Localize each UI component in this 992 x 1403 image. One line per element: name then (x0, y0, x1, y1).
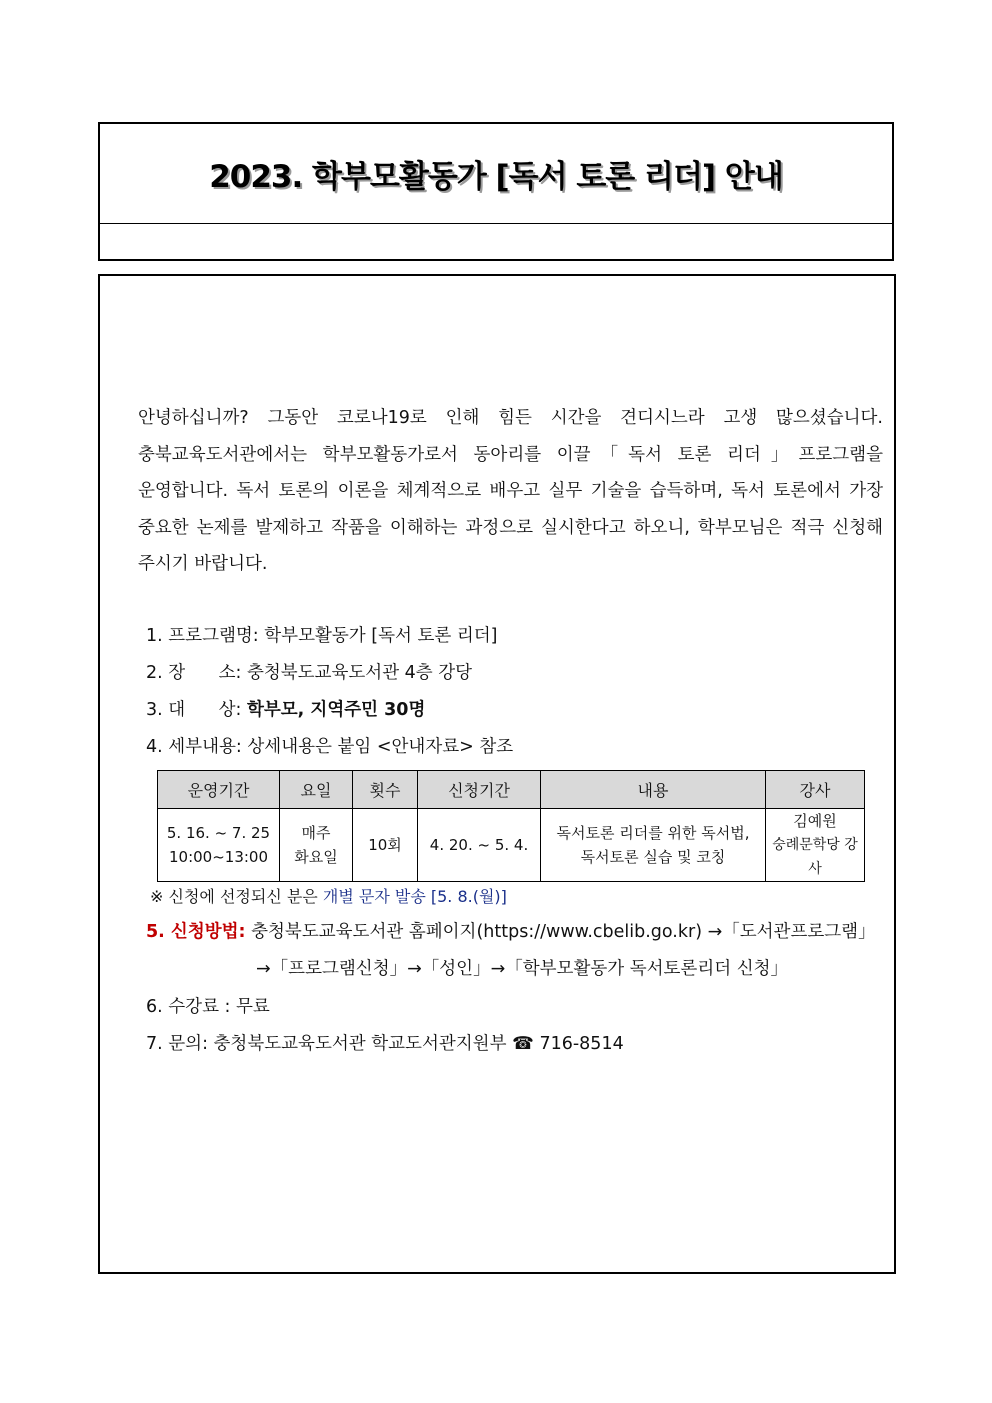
header-teacher: 강사 (766, 771, 865, 809)
list-item-fee: 6. 수강료 : 무료 (146, 997, 270, 1017)
table-row (158, 809, 865, 882)
cell-day: 매주 화요일 (280, 809, 353, 882)
header-count: 횟수 (353, 771, 418, 809)
list-item-contact: 7. 문의: 충청북도교육도서관 학교도서관지원부 ☎ 716-8514 (146, 1034, 624, 1054)
item-number: 2. (146, 663, 163, 683)
cell-period: 5. 16. ~ 7. 25 10:00~13:00 (158, 809, 280, 882)
title-row (100, 124, 892, 224)
page-title: 2023. 학부모활동가 [독서 토론 리더] 안내 (209, 159, 783, 195)
header-content: 내용 (541, 771, 766, 809)
note-highlight: 개별 문자 발송 [5. 8.(월)] (322, 887, 507, 906)
info-list-2 (146, 989, 624, 1063)
content-box (98, 274, 896, 1274)
item-value: 상세내용은 붙임 <안내자료> 참조 (247, 737, 514, 757)
list-item-program (146, 618, 886, 655)
phone-icon: ☎ (512, 1034, 534, 1054)
application-method (146, 914, 876, 988)
header-apply: 신청기간 (418, 771, 541, 809)
item-value: 학부모활동가 [독서 토론 리더] (264, 626, 498, 646)
info-list (146, 618, 886, 766)
method-line-1: 충청북도교육도서관 홈페이지(https://www.cbelib.go.kr) →「도서관프로그램」 (251, 922, 876, 942)
item-number: 1. (146, 626, 163, 646)
cell-count: 10회 (353, 809, 418, 882)
item-value: 충청북도교육도서관 4층 강당 (246, 663, 473, 683)
intro-paragraph: 안녕하십니까? 그동안 코로나19로 인해 힘든 시간을 견디시느라 고생 많으셨습니다. 충북교육도서관에서는 학부모활동가로서 동아리를 이끌「독서 토론 리더」프로그램을 운영합니다. 독서 토론의 이론을 체계적으로 배우고 실무 기술을 습득하며, 독서 토론에서 가장 중요한 논제를 발제하고 작품을 이해하는 과정으로 실시한다고 하오니, 학부모님은 적극 신청해 주시기 바랍니다. (138, 408, 883, 574)
header-period: 운영기간 (158, 771, 280, 809)
item-label: 대 상: (168, 700, 242, 720)
item-number: 4. (146, 737, 163, 757)
cell-apply: 4. 20. ~ 5. 4. (418, 809, 541, 882)
item-value: 학부모, 지역주민 30명 (246, 700, 426, 720)
cell-content: 독서토론 리더를 위한 독서법, 독서토론 실습 및 코칭 (541, 809, 766, 882)
list-item-target (146, 692, 886, 729)
list-item-place (146, 655, 886, 692)
schedule-table (157, 770, 865, 882)
item-label: 세부내용: (168, 737, 242, 757)
header-day: 요일 (280, 771, 353, 809)
item-label: 프로그램명: (168, 626, 259, 646)
cell-teacher: 김예원 숭례문학당 강사 (766, 809, 865, 882)
item-number: 3. (146, 700, 163, 720)
method-line-2: →「프로그램신청」→「성인」→「학부모활동가 독서토론리더 신청」 (256, 959, 789, 979)
table-header-row (158, 771, 865, 809)
list-item-detail (146, 729, 886, 766)
method-label: 5. 신청방법: (146, 922, 246, 942)
item-label: 장 소: (168, 663, 242, 683)
phone-number: 716-8514 (539, 1034, 624, 1054)
title-box (98, 122, 894, 261)
selection-note: ※ 신청에 선정되신 분은 개별 문자 발송 [5. 8.(월)] (150, 887, 507, 906)
